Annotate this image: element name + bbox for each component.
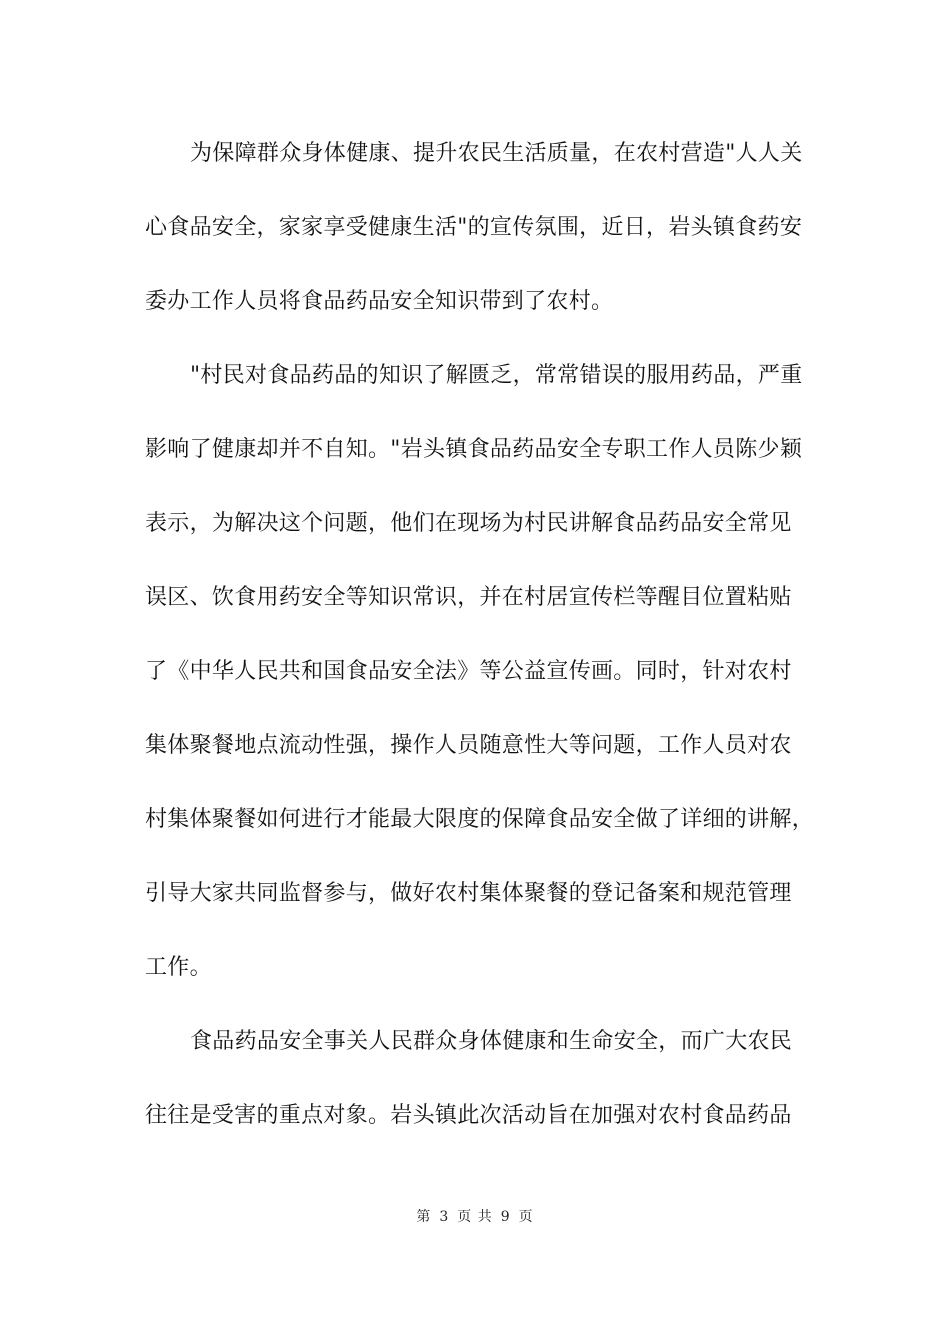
- paragraph-2-line-7: 村集体聚餐如何进行才能最大限度的保障食品安全做了详细的讲解，: [145, 807, 815, 832]
- paragraph-1-line-2: 心食品安全，家家享受健康生活"的宣传氛围，近日，岩头镇食药安: [145, 215, 803, 240]
- page-footer: [0, 1205, 950, 1229]
- paragraph-2-line-8: 引导大家共同监督参与，做好农村集体聚餐的登记备案和规范管理: [145, 881, 792, 906]
- paragraph-2-line-4: 误区、饮食用药安全等知识常识，并在村居宣传栏等醒目位置粘贴: [145, 585, 792, 610]
- page-label-suffix: 页: [518, 1209, 534, 1225]
- page-label-prefix: 第: [416, 1209, 432, 1225]
- paragraph-2-line-5: 了《中华人民共和国食品安全法》等公益宣传画。同时，针对农村: [145, 659, 792, 684]
- current-page-number: 3: [439, 1209, 450, 1225]
- paragraph-2-line-6: 集体聚餐地点流动性强，操作人员随意性大等问题，工作人员对农: [145, 733, 792, 758]
- paragraph-2-line-1: "村民对食品药品的知识了解匮乏，常常错误的服用药品，严重: [190, 363, 803, 388]
- paragraph-3-line-1: 食品药品安全事关人民群众身体健康和生命安全，而广大农民: [190, 1029, 793, 1054]
- paragraph-1-line-3: 委办工作人员将食品药品安全知识带到了农村。: [145, 289, 614, 314]
- document-body: [145, 124, 815, 1160]
- page-label-mid: 页 共: [457, 1209, 493, 1225]
- paragraph-2-line-9: 工作。: [145, 955, 212, 980]
- paragraph-2-line-2: 影响了健康却并不自知。"岩头镇食品药品安全专职工作人员陈少颖: [145, 437, 803, 462]
- paragraph-2-line-3: 表示，为解决这个问题，他们在现场为村民讲解食品药品安全常见: [145, 511, 792, 536]
- total-pages-number: 9: [500, 1209, 511, 1225]
- paragraph-1-line-1: 为保障群众身体健康、提升农民生活质量，在农村营造"人人关: [190, 141, 803, 166]
- paragraph-3-line-2: 往往是受害的重点对象。岩头镇此次活动旨在加强对农村食品药品: [145, 1103, 792, 1128]
